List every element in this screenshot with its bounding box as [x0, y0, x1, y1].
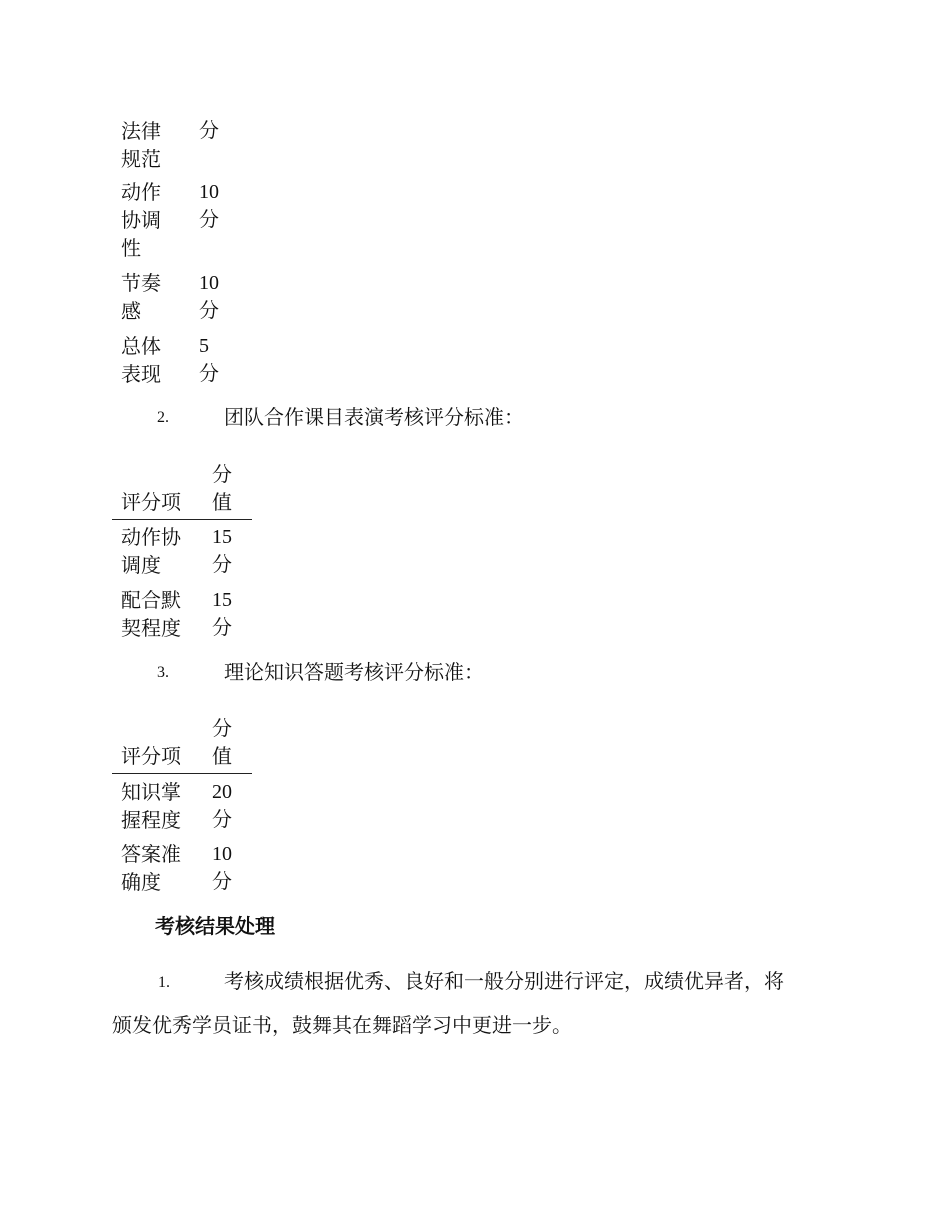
- table-cell-item: 节奏 感: [121, 271, 161, 323]
- table-cell-value: 10 分: [199, 181, 219, 231]
- list-number: 2.: [157, 409, 169, 426]
- table-cell-value: 15 分: [212, 526, 232, 576]
- paragraph-line: 考核成绩根据优秀、良好和一般分别进行评定，成绩优异者，将: [224, 969, 784, 993]
- table-header-item: 评分项: [121, 744, 181, 768]
- table-header-value: 分 值: [212, 462, 232, 514]
- table-header-item: 评分项: [121, 490, 181, 514]
- table-cell-value: 5 分: [199, 335, 219, 385]
- table-cell-item: 动作协 调度: [121, 525, 181, 577]
- table-cell-item: 知识掌 握程度: [121, 780, 181, 832]
- table-cell-value: 10 分: [212, 843, 232, 893]
- list-number: 3.: [157, 664, 169, 681]
- list-number: 1.: [158, 974, 170, 991]
- paragraph-line: 颁发优秀学员证书，鼓舞其在舞蹈学习中更进一步。: [112, 1013, 572, 1037]
- table-header-rule: [112, 519, 252, 520]
- section-title: 团队合作课目表演考核评分标准：: [224, 405, 524, 429]
- table-header-rule: [112, 773, 252, 774]
- section-title: 理论知识答题考核评分标准：: [224, 660, 484, 684]
- table-cell-item: 法律 规范: [121, 119, 161, 171]
- section-heading: 考核结果处理: [155, 914, 275, 938]
- table-cell-value: 20 分: [212, 781, 232, 831]
- table-cell-item: 动作 协调 性: [121, 180, 161, 260]
- table-cell-item: 答案准 确度: [121, 842, 181, 894]
- table-cell-value: 分: [199, 120, 219, 142]
- table-cell-value: 10 分: [199, 272, 219, 322]
- table-cell-item: 配合默 契程度: [121, 588, 181, 640]
- table-header-value: 分 值: [212, 716, 232, 768]
- table-cell-value: 15 分: [212, 589, 232, 639]
- table-cell-item: 总体 表现: [121, 334, 161, 386]
